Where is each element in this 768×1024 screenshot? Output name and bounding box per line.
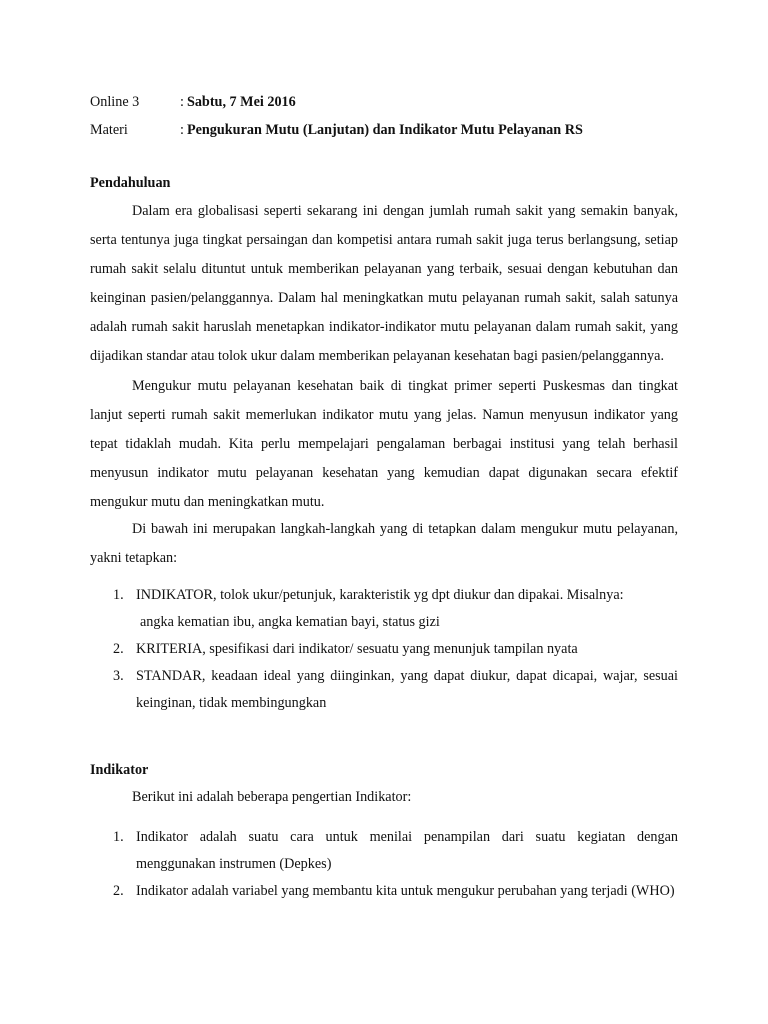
- list-number: 2.: [113, 883, 124, 899]
- list-number: 2.: [113, 641, 124, 657]
- list-item: [90, 878, 678, 905]
- list-item-text: INDIKATOR, tolok ukur/petunjuk, karakteristik yg dpt diukur dan dipakai. Misalnya:: [136, 587, 624, 603]
- list-number: 1.: [113, 587, 124, 603]
- list-number: 3.: [113, 668, 124, 684]
- pendahuluan-paragraph-1: Dalam era globalisasi seperti sekarang ini dengan jumlah rumah sakit yang semakin banyak, serta tentunya juga tingkat persaingan dan kompetisi antara rumah sakit juga terus berlangsung, setiap rumah sakit selalu dituntut untuk memberikan pelayanan yang terbaik, sesuai dengan kebutuhan dan keinginan pasien/pelanggannya. Dalam hal meningkatkan mutu pelayanan rumah sakit, salah satunya adalah rumah sakit haruslah menetapkan indikator-indikator mutu pelayanan dalam rumah sakit, yang dijadikan standar atau tolok ukur dalam memberikan pelayanan kesehatan bagi pasien/pelanggannya.: [90, 203, 678, 364]
- indikator-heading: Indikator: [90, 762, 149, 778]
- list-number: 1.: [113, 829, 124, 845]
- materi-colon: :: [180, 122, 184, 138]
- list-item: [90, 663, 678, 717]
- meta-online-row: [90, 92, 296, 112]
- online-date: Sabtu, 7 Mei 2016: [186, 94, 296, 110]
- indikator-list: [90, 824, 678, 905]
- list-item: [90, 824, 678, 878]
- list-item-text: Indikator adalah variabel yang membantu kita untuk mengukur perubahan yang terjadi (WHO): [136, 883, 675, 899]
- online-colon: :: [180, 94, 184, 110]
- online-label: Online 3: [90, 94, 140, 110]
- list-item: [90, 636, 678, 663]
- pendahuluan-paragraph-3: Di bawah ini merupakan langkah-langkah yang di tetapkan dalam mengukur mutu pelayanan, yakni tetapkan:: [90, 521, 678, 566]
- list-item-text: Indikator adalah suatu cara untuk menilai penampilan dari suatu kegiatan dengan menggunakan instrumen (Depkes): [136, 829, 678, 872]
- materi-label: Materi: [90, 122, 128, 138]
- materi-title: Pengukuran Mutu (Lanjutan) dan Indikator Mutu Pelayanan RS: [186, 122, 583, 138]
- langkah-list: [90, 582, 678, 717]
- list-item-text: STANDAR, keadaan ideal yang diinginkan, yang dapat diukur, dapat dicapai, wajar, sesuai keinginan, tidak membingungkan: [136, 668, 678, 711]
- pendahuluan-heading: Pendahuluan: [90, 175, 171, 191]
- indikator-intro: Berikut ini adalah beberapa pengertian Indikator:: [132, 789, 412, 805]
- meta-materi-row: [90, 120, 583, 140]
- list-item-text: KRITERIA, spesifikasi dari indikator/ sesuatu yang menunjuk tampilan nyata: [136, 641, 578, 657]
- list-item: [90, 582, 678, 636]
- list-item-subtext: angka kematian ibu, angka kematian bayi, status gizi: [140, 614, 440, 630]
- pendahuluan-paragraph-2: Mengukur mutu pelayanan kesehatan baik di tingkat primer seperti Puskesmas dan tingkat lanjut seperti rumah sakit memerlukan indikator mutu yang jelas. Namun menyusun indikator yang tepat tidaklah mudah. Kita perlu mempelajari pengalaman berbagai institusi yang telah berhasil menyusun indikator mutu pelayanan kesehatan yang kemudian dapat digunakan secara efektif mengukur mutu dan meningkatkan mutu.: [90, 378, 678, 510]
